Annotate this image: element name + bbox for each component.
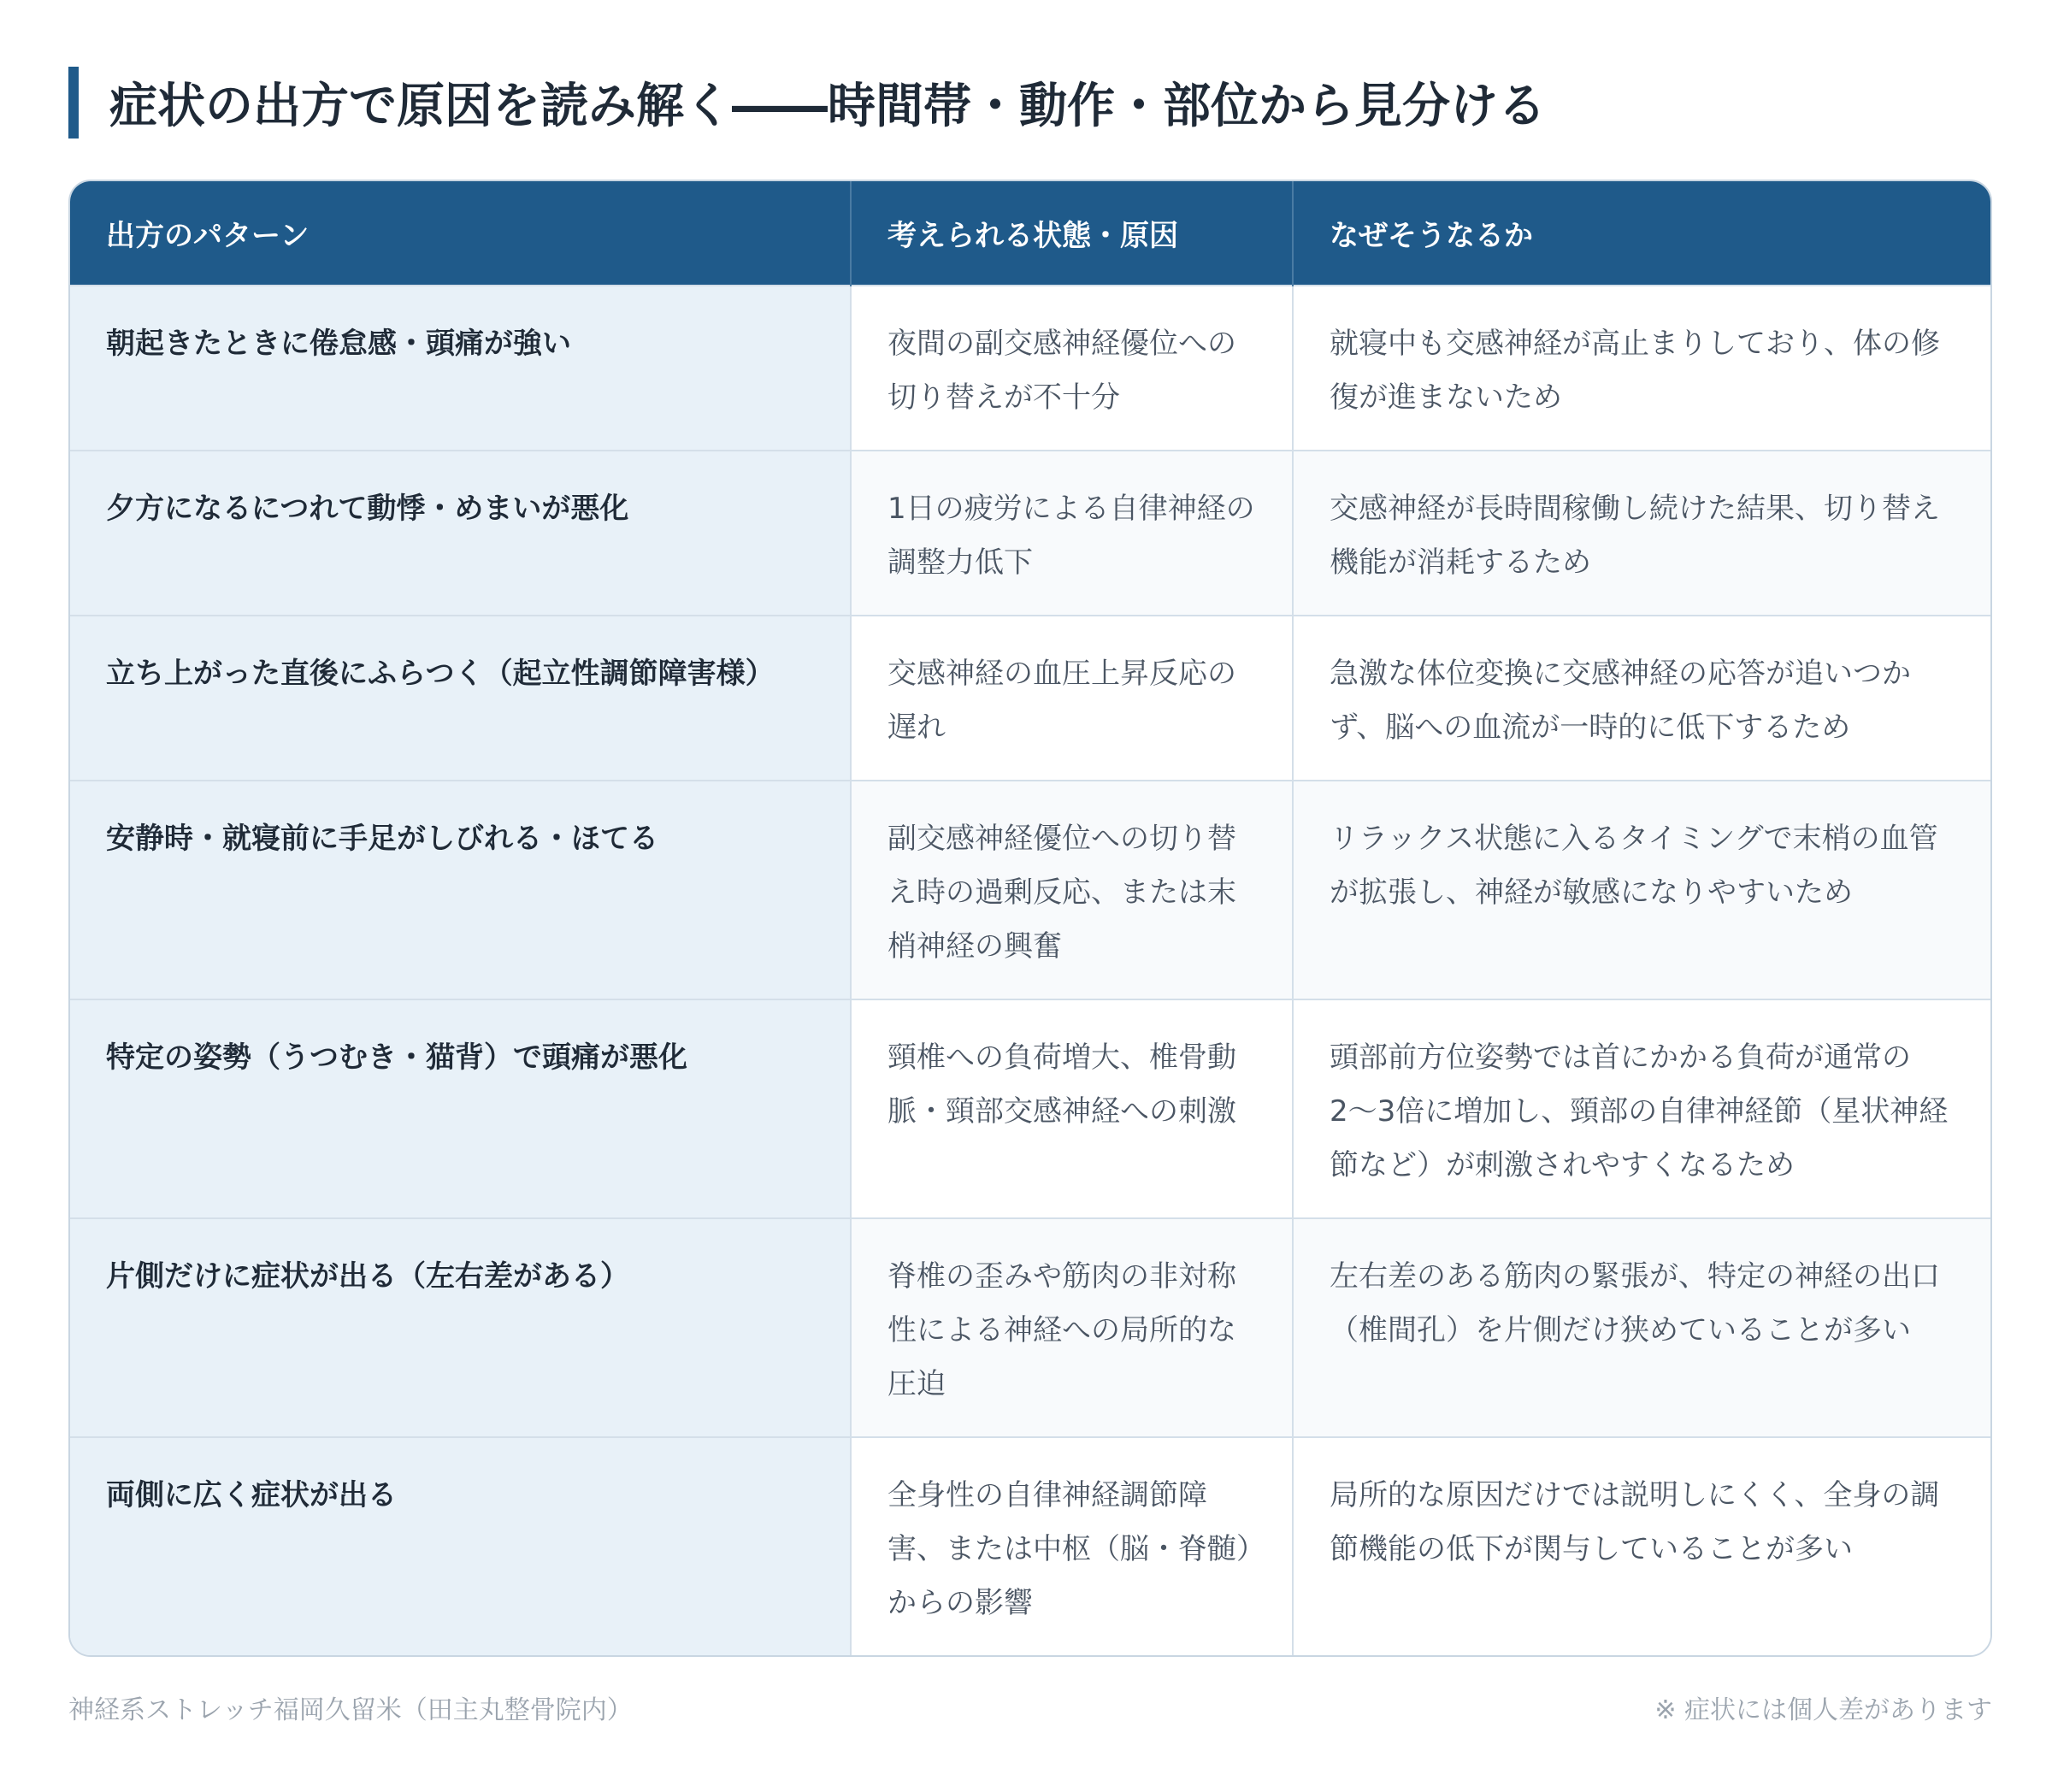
table-row xyxy=(70,616,1990,781)
cause-cell: 夜間の副交感神経優位への切り替えが不十分 xyxy=(851,286,1293,451)
reason-cell: 交感神経が長時間稼働し続けた結果、切り替え機能が消耗するため xyxy=(1293,451,1990,616)
reason-cell: 局所的な原因だけでは説明しにくく、全身の調節機能の低下が関与していることが多い xyxy=(1293,1437,1990,1656)
cause-cell: 副交感神経優位への切り替え時の過剰反応、または末梢神経の興奮 xyxy=(851,781,1293,999)
page-title: 症状の出方で原因を読み解く――時間帯・動作・部位から見分ける xyxy=(68,67,1546,139)
table-row xyxy=(70,781,1990,999)
header-reason: なぜそうなるか xyxy=(1293,181,1990,286)
reason-cell: 急激な体位変換に交感神経の応答が追いつかず、脳への血流が一時的に低下するため xyxy=(1293,616,1990,781)
cause-cell: 全身性の自律神経調節障害、または中枢（脳・脊髄）からの影響 xyxy=(851,1437,1293,1656)
table-row xyxy=(70,286,1990,451)
footer-note: ※ 症状には個人差があります xyxy=(1654,1695,1992,1725)
symptom-table-grid xyxy=(70,181,1990,1656)
pattern-cell: 片側だけに症状が出る（左右差がある） xyxy=(70,1218,851,1437)
table-row xyxy=(70,999,1990,1218)
pattern-cell: 朝起きたときに倦怠感・頭痛が強い xyxy=(70,286,851,451)
table-header-row xyxy=(70,181,1990,286)
cause-cell: 交感神経の血圧上昇反応の遅れ xyxy=(851,616,1293,781)
footer-source: 神経系ストレッチ福岡久留米（田主丸整骨院内） xyxy=(68,1695,633,1725)
pattern-cell: 夕方になるにつれて動悸・めまいが悪化 xyxy=(70,451,851,616)
reason-cell: 頭部前方位姿勢では首にかかる負荷が通常の2〜3倍に増加し、頸部の自律神経節（星状神経節など）が刺激されやすくなるため xyxy=(1293,999,1990,1218)
cause-cell: 1日の疲労による自律神経の調整力低下 xyxy=(851,451,1293,616)
pattern-cell: 立ち上がった直後にふらつく（起立性調節障害様） xyxy=(70,616,851,781)
pattern-cell: 安静時・就寝前に手足がしびれる・ほてる xyxy=(70,781,851,999)
cause-cell: 頸椎への負荷増大、椎骨動脈・頸部交感神経への刺激 xyxy=(851,999,1293,1218)
pattern-cell: 特定の姿勢（うつむき・猫背）で頭痛が悪化 xyxy=(70,999,851,1218)
symptom-table xyxy=(68,180,1992,1657)
header-pattern: 出方のパターン xyxy=(70,181,851,286)
header-cause: 考えられる状態・原因 xyxy=(851,181,1293,286)
table-row xyxy=(70,1218,1990,1437)
table-row xyxy=(70,1437,1990,1656)
table-row xyxy=(70,451,1990,616)
pattern-cell: 両側に広く症状が出る xyxy=(70,1437,851,1656)
cause-cell: 脊椎の歪みや筋肉の非対称性による神経への局所的な圧迫 xyxy=(851,1218,1293,1437)
reason-cell: 就寝中も交感神経が高止まりしており、体の修復が進まないため xyxy=(1293,286,1990,451)
reason-cell: 左右差のある筋肉の緊張が、特定の神経の出口（椎間孔）を片側だけ狭めていることが多い xyxy=(1293,1218,1990,1437)
reason-cell: リラックス状態に入るタイミングで末梢の血管が拡張し、神経が敏感になりやすいため xyxy=(1293,781,1990,999)
